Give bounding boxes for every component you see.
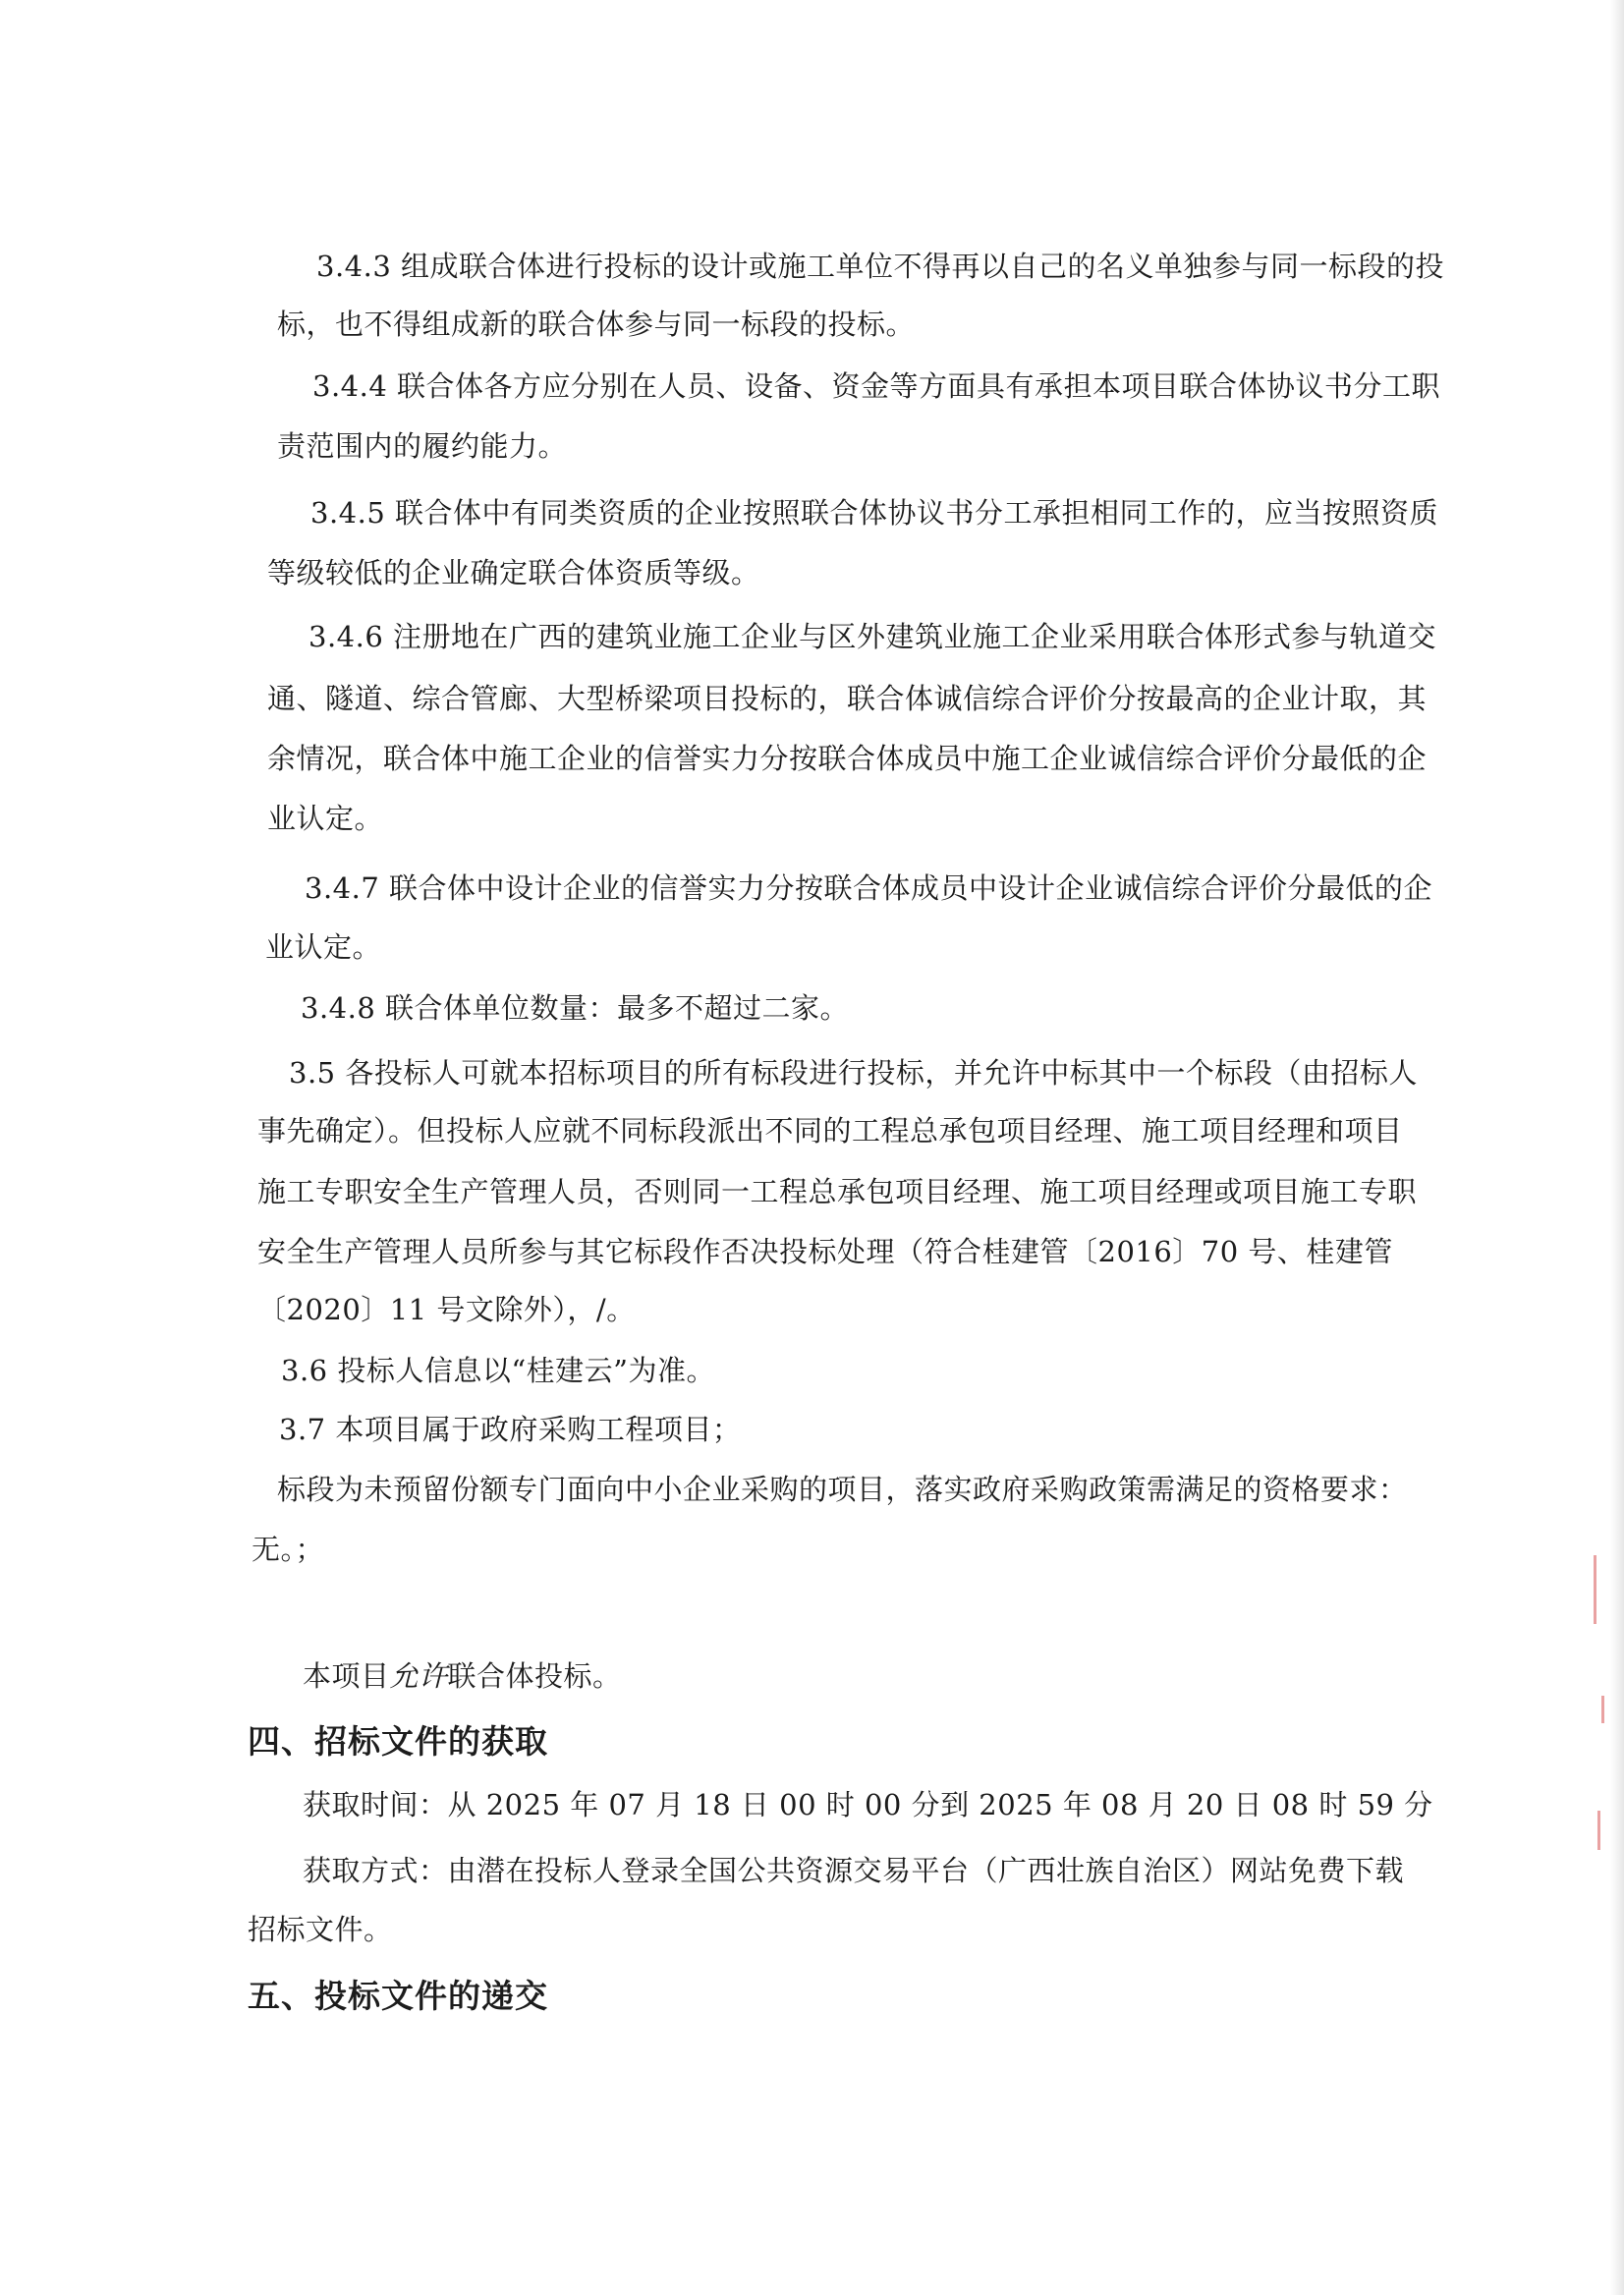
stamp-fragment [1594, 1555, 1596, 1624]
clause-3-7-line-2: 标段为未预留份额专门面向中小企业采购的项目，落实政府采购政策需满足的资格要求： [277, 1473, 1408, 1506]
joint-bid-statement [303, 1656, 622, 1696]
scan-edge [1610, 0, 1624, 2295]
clause-3-7-line-3: 无。； [252, 1533, 325, 1566]
acquisition-time: 获取时间：从 2025 年 07 月 18 日 00 时 00 分到 2025 年 08 月 20 日 08 时 59 分 [303, 1788, 1433, 1821]
clause-3-4-7-line-2: 业认定。 [265, 930, 382, 964]
clause-3-4-3-line-1: 3.4.3 组成联合体进行投标的设计或施工单位不得再以自己的名义单独参与同一标段的投 [316, 250, 1445, 283]
joint-bid-suffix: 联合体投标。 [447, 1659, 622, 1693]
clause-3-4-5-line-1: 3.4.5 联合体中有同类资质的企业按照联合体协议书分工承担相同工作的，应当按照资质 [310, 496, 1439, 530]
clause-3-5-line-1: 3.5 各投标人可就本招标项目的所有标段进行投标，并允许中标其中一个标段（由招标人 [289, 1056, 1418, 1090]
clause-3-5-line-4: 安全生产管理人员所参与其它标段作否决投标处理（符合桂建管〔2016〕70 号、桂建管 [257, 1235, 1393, 1268]
clause-3-5-line-5: 〔2020〕11 号文除外），/。 [257, 1293, 636, 1326]
clause-3-4-6-line-3: 余情况，联合体中施工企业的信誉实力分按联合体成员中施工企业诚信综合评价分最低的企 [267, 742, 1428, 775]
clause-3-4-7-line-1: 3.4.7 联合体中设计企业的信誉实力分按联合体成员中设计企业诚信综合评价分最低的企 [305, 871, 1433, 905]
clause-3-6: 3.6 投标人信息以“桂建云”为准。 [281, 1354, 715, 1387]
acquisition-method-line-2: 招标文件。 [248, 1913, 393, 1946]
joint-bid-allowed: 允许 [389, 1659, 448, 1693]
section-5-heading: 五、投标文件的递交 [248, 1977, 548, 2015]
clause-3-4-6-line-2: 通、隧道、综合管廊、大型桥梁项目投标的，联合体诚信综合评价分按最高的企业计取，其 [267, 682, 1428, 715]
clause-3-4-4-line-1: 3.4.4 联合体各方应分别在人员、设备、资金等方面具有承担本项目联合体协议书分工职 [312, 369, 1441, 403]
clause-3-4-4-line-2: 责范围内的履约能力。 [277, 429, 568, 463]
clause-3-4-6-line-4: 业认定。 [267, 802, 384, 835]
acquisition-method-line-1: 获取方式：由潜在投标人登录全国公共资源交易平台（广西壮族自治区）网站免费下载 [303, 1854, 1405, 1887]
clause-3-4-3-line-2: 标，也不得组成新的联合体参与同一标段的投标。 [277, 308, 916, 341]
clause-3-4-6-line-1: 3.4.6 注册地在广西的建筑业施工企业与区外建筑业施工企业采用联合体形式参与轨道交 [308, 620, 1437, 653]
clause-3-4-8: 3.4.8 联合体单位数量：最多不超过二家。 [301, 991, 850, 1025]
stamp-fragment [1597, 1811, 1600, 1850]
clause-3-5-line-3: 施工专职安全生产管理人员，否则同一工程总承包项目经理、施工项目经理或项目施工专职 [257, 1175, 1418, 1208]
clause-3-4-5-line-2: 等级较低的企业确定联合体资质等级。 [267, 556, 760, 589]
stamp-fragment [1601, 1696, 1604, 1723]
clause-3-7: 3.7 本项目属于政府采购工程项目； [279, 1413, 742, 1446]
section-4-heading: 四、招标文件的获取 [248, 1722, 548, 1761]
joint-bid-prefix: 本项目 [303, 1659, 390, 1693]
clause-3-5-line-2: 事先确定）。但投标人应就不同标段派出不同的工程总承包项目经理、施工项目经理和项目 [257, 1114, 1403, 1148]
